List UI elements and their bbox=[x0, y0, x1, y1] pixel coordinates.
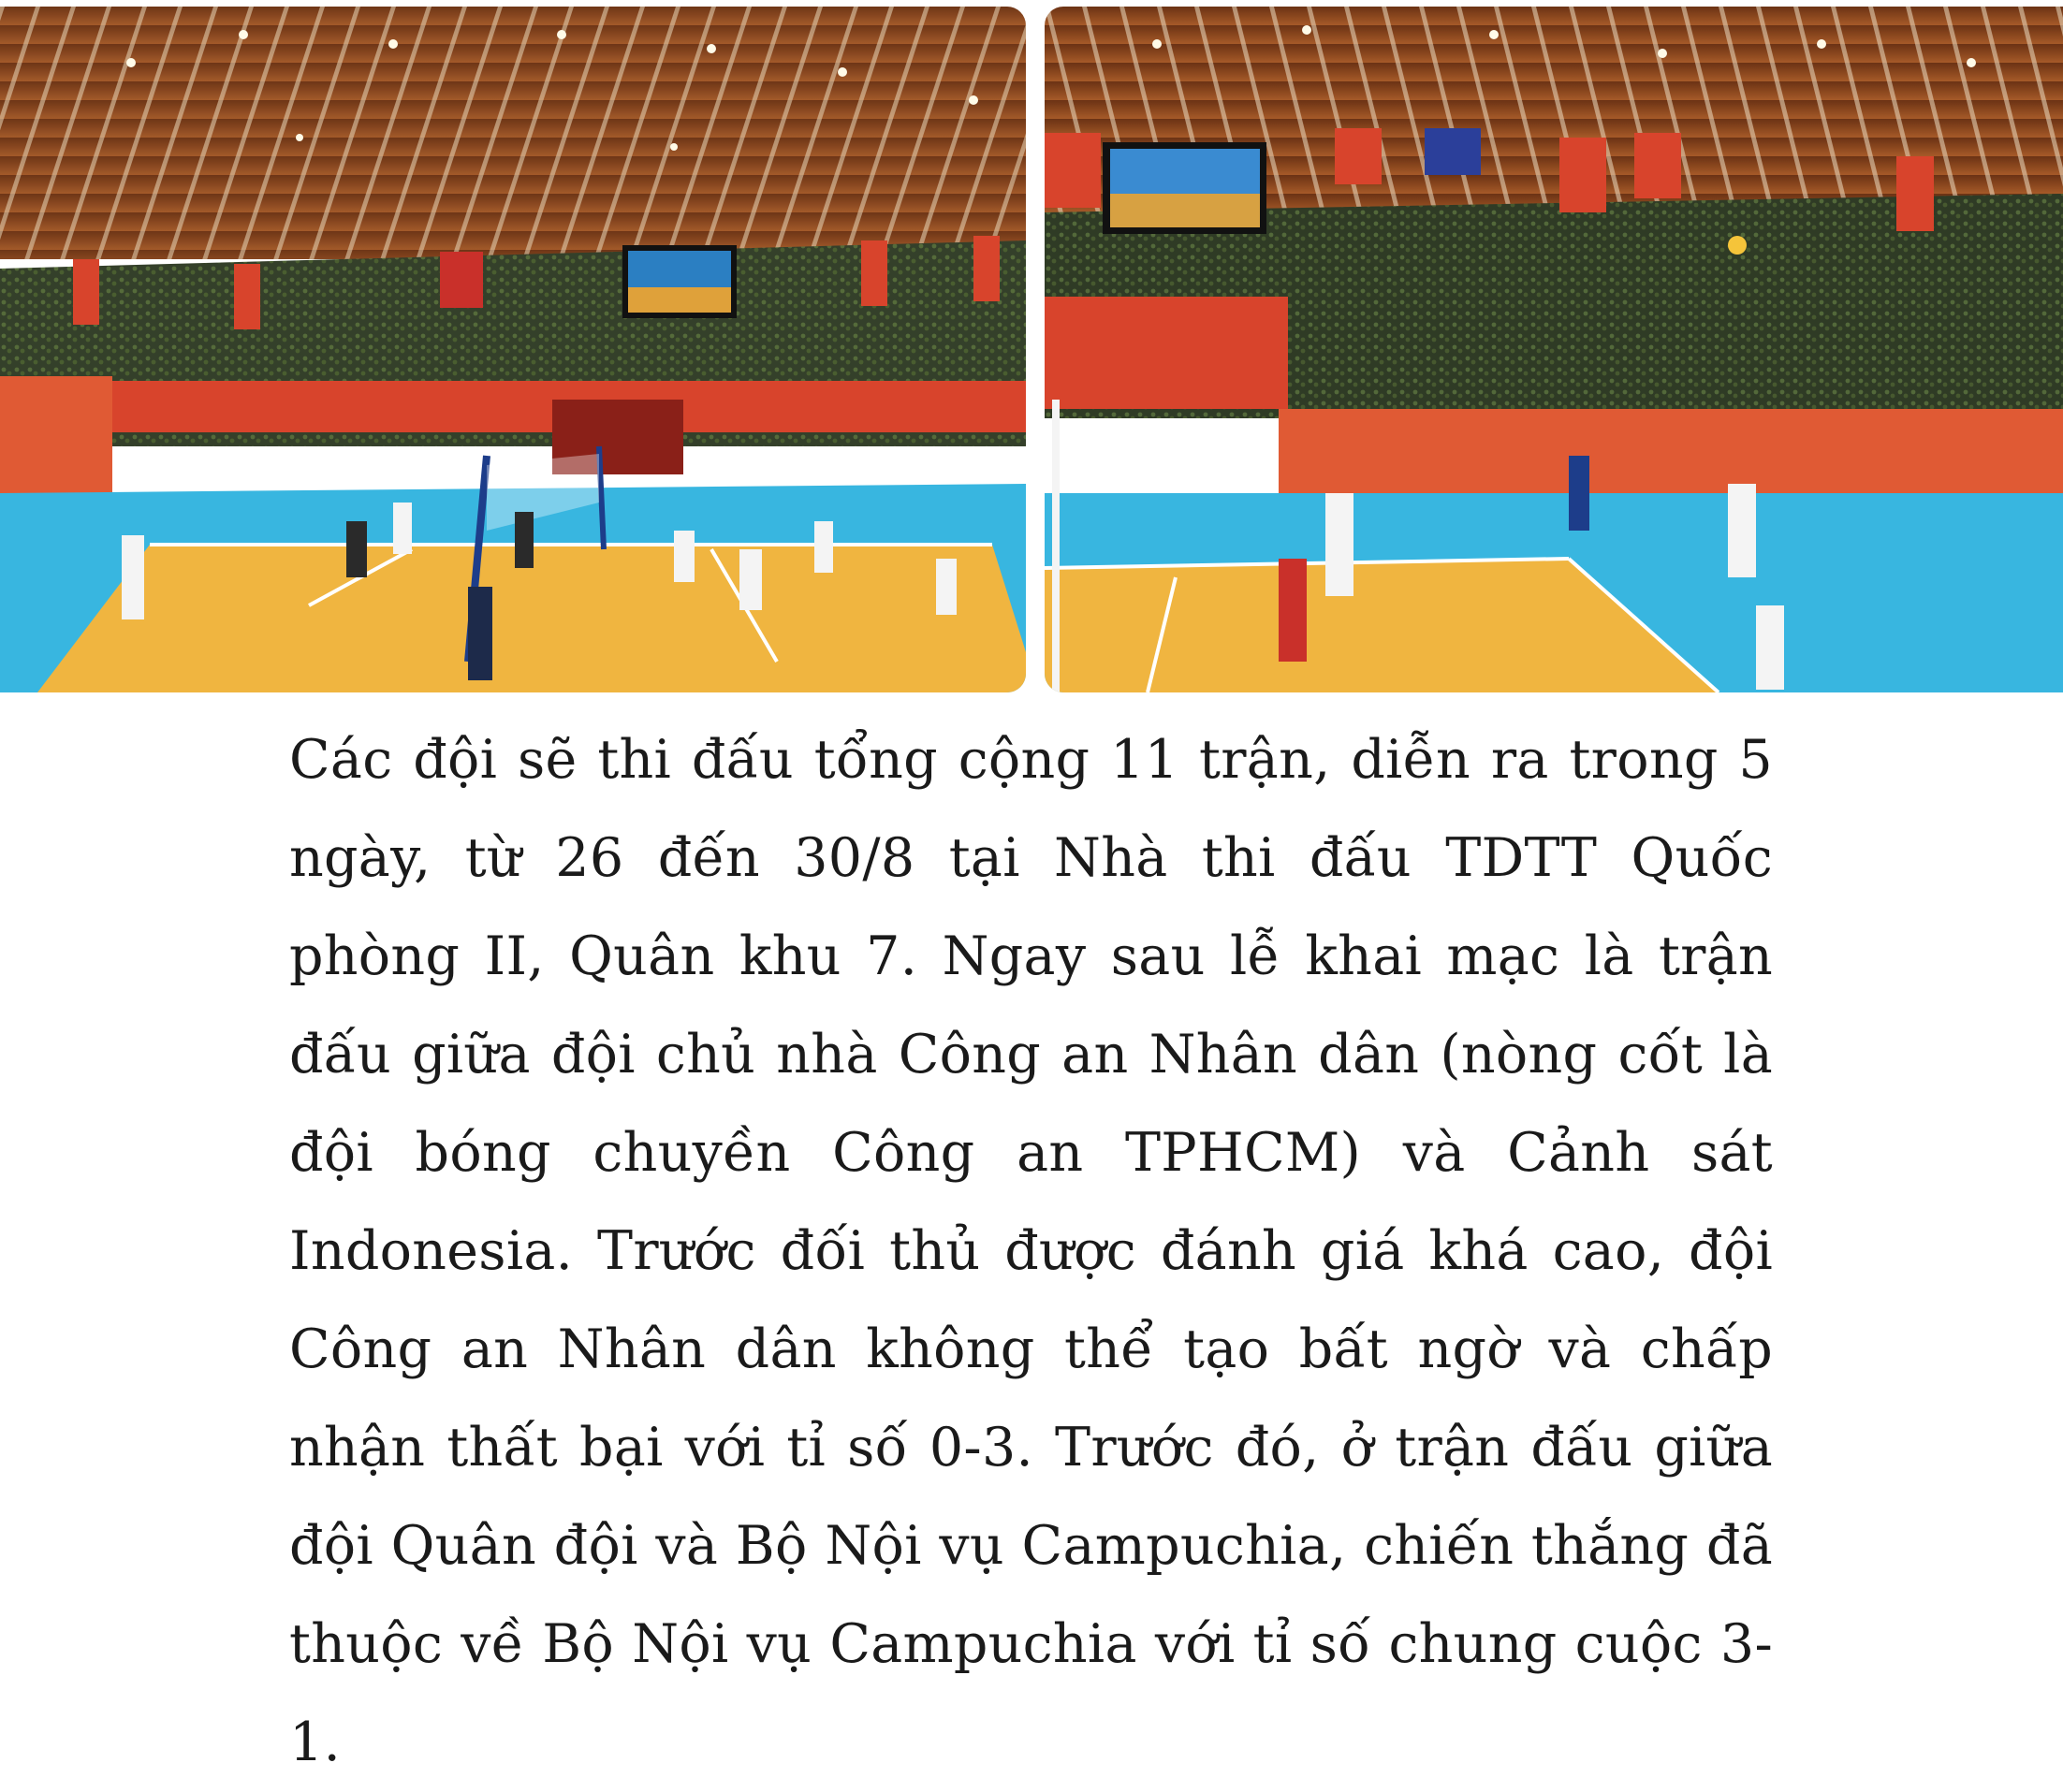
ceiling bbox=[0, 7, 1026, 259]
advertising-boards bbox=[0, 381, 1026, 432]
volleyball bbox=[1728, 236, 1747, 255]
article-paragraph: Các đội sẽ thi đấu tổng cộng 11 trận, diễn ra trong 5 ngày, từ 26 đến 30/8 tại Nhà thi đấu TDTT Quốc phòng II, Quân khu 7. Ngay sau lễ khai mạc là trận đấu giữa đội chủ nhà Công an Nhân dân (nòng cốt là đội bóng chuyền Công an TPHCM) và Cảnh sát Indonesia. Trước đối thủ được đánh giá khá cao, đội Công an Nhân dân không thể tạo bất ngờ và chấp nhận thất bại với tỉ số 0-3. Trước đó, ở trận đấu giữa đội Quân đội và Bộ Nội vụ Campuchia, chiến thắng đã thuộc về Bộ Nội vụ Campuchia với tỉ số chung cuộc 3-1. bbox=[289, 729, 1773, 1773]
match-photo-right bbox=[1045, 7, 2063, 692]
arena-scene-left bbox=[0, 7, 1026, 692]
advertising-boards bbox=[1045, 297, 1288, 409]
match-photo-left bbox=[0, 7, 1026, 692]
arena-scene-right bbox=[1045, 7, 2063, 692]
